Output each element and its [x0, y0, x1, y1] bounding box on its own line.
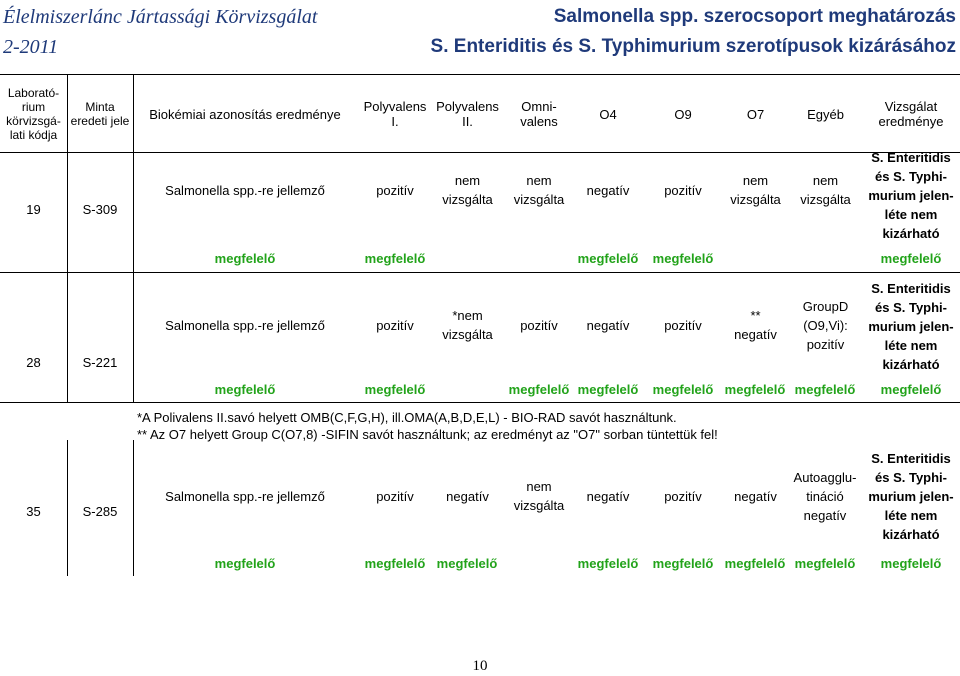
- col-divider-sample-2: [133, 440, 134, 576]
- footnote-poly2: *A Polivalens II.savó helyett OMB(C,F,G,H), ill.OMA(A,B,D,E,L) - BIO-RAD savót használtunk.: [137, 410, 677, 425]
- row1-eval-biochem: megfelelő: [214, 250, 276, 266]
- col-header-o4: O4: [599, 106, 617, 122]
- row3-eval-biochem: megfelelő: [214, 555, 276, 571]
- row1-o4: negatív: [586, 182, 630, 198]
- row1-sample: S-309: [82, 201, 118, 217]
- row2-omni: pozitív: [520, 317, 558, 333]
- row2-lab-code: 28: [26, 354, 41, 370]
- row-divider-1: [0, 272, 960, 273]
- header-left: [3, 2, 317, 62]
- row3-eval-o7: megfelelő: [724, 555, 786, 571]
- row2-eval-result: megfelelő: [880, 381, 942, 397]
- row2-eval-biochem: megfelelő: [214, 381, 276, 397]
- row1-omni: nem vizsgálta: [513, 173, 565, 207]
- row2-eval-omni: megfelelő: [508, 381, 570, 397]
- col-divider-sample: [133, 74, 134, 402]
- header-left-title: Élelmiszerlánc Jártassági Körvizsgálat: [3, 6, 318, 28]
- page-number: 10: [472, 658, 488, 674]
- col-header-lab-code: Laborató- rium körvizsgá- lati kódja: [6, 86, 61, 142]
- col-header-result: Vizsgálat eredménye: [878, 99, 944, 129]
- col-header-o7: O7: [746, 106, 765, 122]
- header-right: [431, 2, 956, 62]
- row3-poly1: pozitív: [376, 488, 414, 504]
- row3-eval-o4: megfelelő: [577, 555, 639, 571]
- row1-o9: pozitív: [664, 182, 702, 198]
- footnote-o7: ** Az O7 helyett Group C(O7,8) -SIFIN savót használtunk; az eredményt az "O7" sorban tüntettük fel!: [137, 427, 718, 442]
- row2-o9: pozitív: [664, 317, 702, 333]
- row3-sample: S-285: [82, 503, 118, 519]
- row3-eval-o9: megfelelő: [652, 555, 714, 571]
- col-header-o9: O9: [674, 106, 692, 122]
- col-header-other: Egyéb: [807, 106, 844, 122]
- row3-o7: negatív: [734, 488, 777, 504]
- col-header-sample: Minta eredeti jele: [70, 100, 130, 128]
- col-header-biochem: Biokémiai azonosítás eredménye: [149, 106, 341, 122]
- row2-poly2: *nem vizsgálta: [442, 308, 493, 342]
- row1-other: nem vizsgálta: [800, 173, 851, 207]
- row3-eval-poly1: megfelelő: [364, 555, 426, 571]
- row3-poly2: negatív: [446, 488, 489, 504]
- header-left-code: 2-2011: [3, 36, 59, 58]
- row1-poly2: nem vizsgálta: [442, 173, 493, 207]
- row1-o7: nem vizsgálta: [730, 173, 781, 207]
- row1-eval-o4: megfelelő: [577, 250, 639, 266]
- row3-lab-code: 35: [26, 503, 41, 519]
- col-header-poly1: Polyvalens I.: [363, 99, 427, 129]
- row2-o7: ** negatív: [734, 308, 777, 342]
- row1-result: S. Enteritidis és S. Typhi- murium jelen- léte nem kizárható: [868, 149, 954, 241]
- row1-eval-poly1: megfelelő: [364, 250, 426, 266]
- row1-eval-result: megfelelő: [880, 250, 942, 266]
- row3-eval-poly2: megfelelő: [436, 555, 498, 571]
- col-header-omni: Omni- valens: [520, 99, 558, 129]
- row3-result: S. Enteritidis és S. Typhi- murium jelen- léte nem kizárható: [868, 450, 954, 542]
- row1-lab-code: 19: [26, 201, 41, 217]
- row1-biochem: Salmonella spp.-re jellemző: [165, 182, 325, 198]
- row2-eval-o9: megfelelő: [652, 381, 714, 397]
- table-top-border: [0, 74, 960, 75]
- col-header-poly2: Polyvalens II.: [436, 99, 499, 129]
- row3-omni: nem vizsgálta: [513, 479, 565, 513]
- row3-other: Autoagglu- tináció negatív: [793, 469, 857, 523]
- row2-biochem: Salmonella spp.-re jellemző: [165, 317, 325, 333]
- row2-eval-o7: megfelelő: [724, 381, 786, 397]
- row2-poly1: pozitív: [376, 317, 414, 333]
- header-right-title: Salmonella spp. szerocsoport meghatározás: [553, 6, 956, 27]
- row2-o4: negatív: [586, 317, 630, 333]
- row2-eval-poly1: megfelelő: [364, 381, 426, 397]
- row2-eval-o4: megfelelő: [577, 381, 639, 397]
- header-right-subtitle: S. Enteriditis és S. Typhimurium szerotípusok kizárásához: [430, 36, 956, 57]
- row-divider-2: [0, 402, 960, 403]
- row2-eval-other: megfelelő: [794, 381, 856, 397]
- row1-poly1: pozitív: [376, 182, 414, 198]
- row3-o9: pozitív: [664, 488, 702, 504]
- row3-eval-result: megfelelő: [880, 555, 942, 571]
- row3-eval-other: megfelelő: [794, 555, 856, 571]
- row2-result: S. Enteritidis és S. Typhi- murium jelen- léte nem kizárható: [868, 280, 954, 372]
- row2-other: GroupD (O9,Vi): pozitív: [802, 298, 849, 352]
- header-divider: [0, 152, 960, 153]
- row2-sample: S-221: [82, 354, 118, 370]
- row1-eval-o9: megfelelő: [652, 250, 714, 266]
- row3-o4: negatív: [586, 488, 630, 504]
- row3-biochem: Salmonella spp.-re jellemző: [165, 488, 325, 504]
